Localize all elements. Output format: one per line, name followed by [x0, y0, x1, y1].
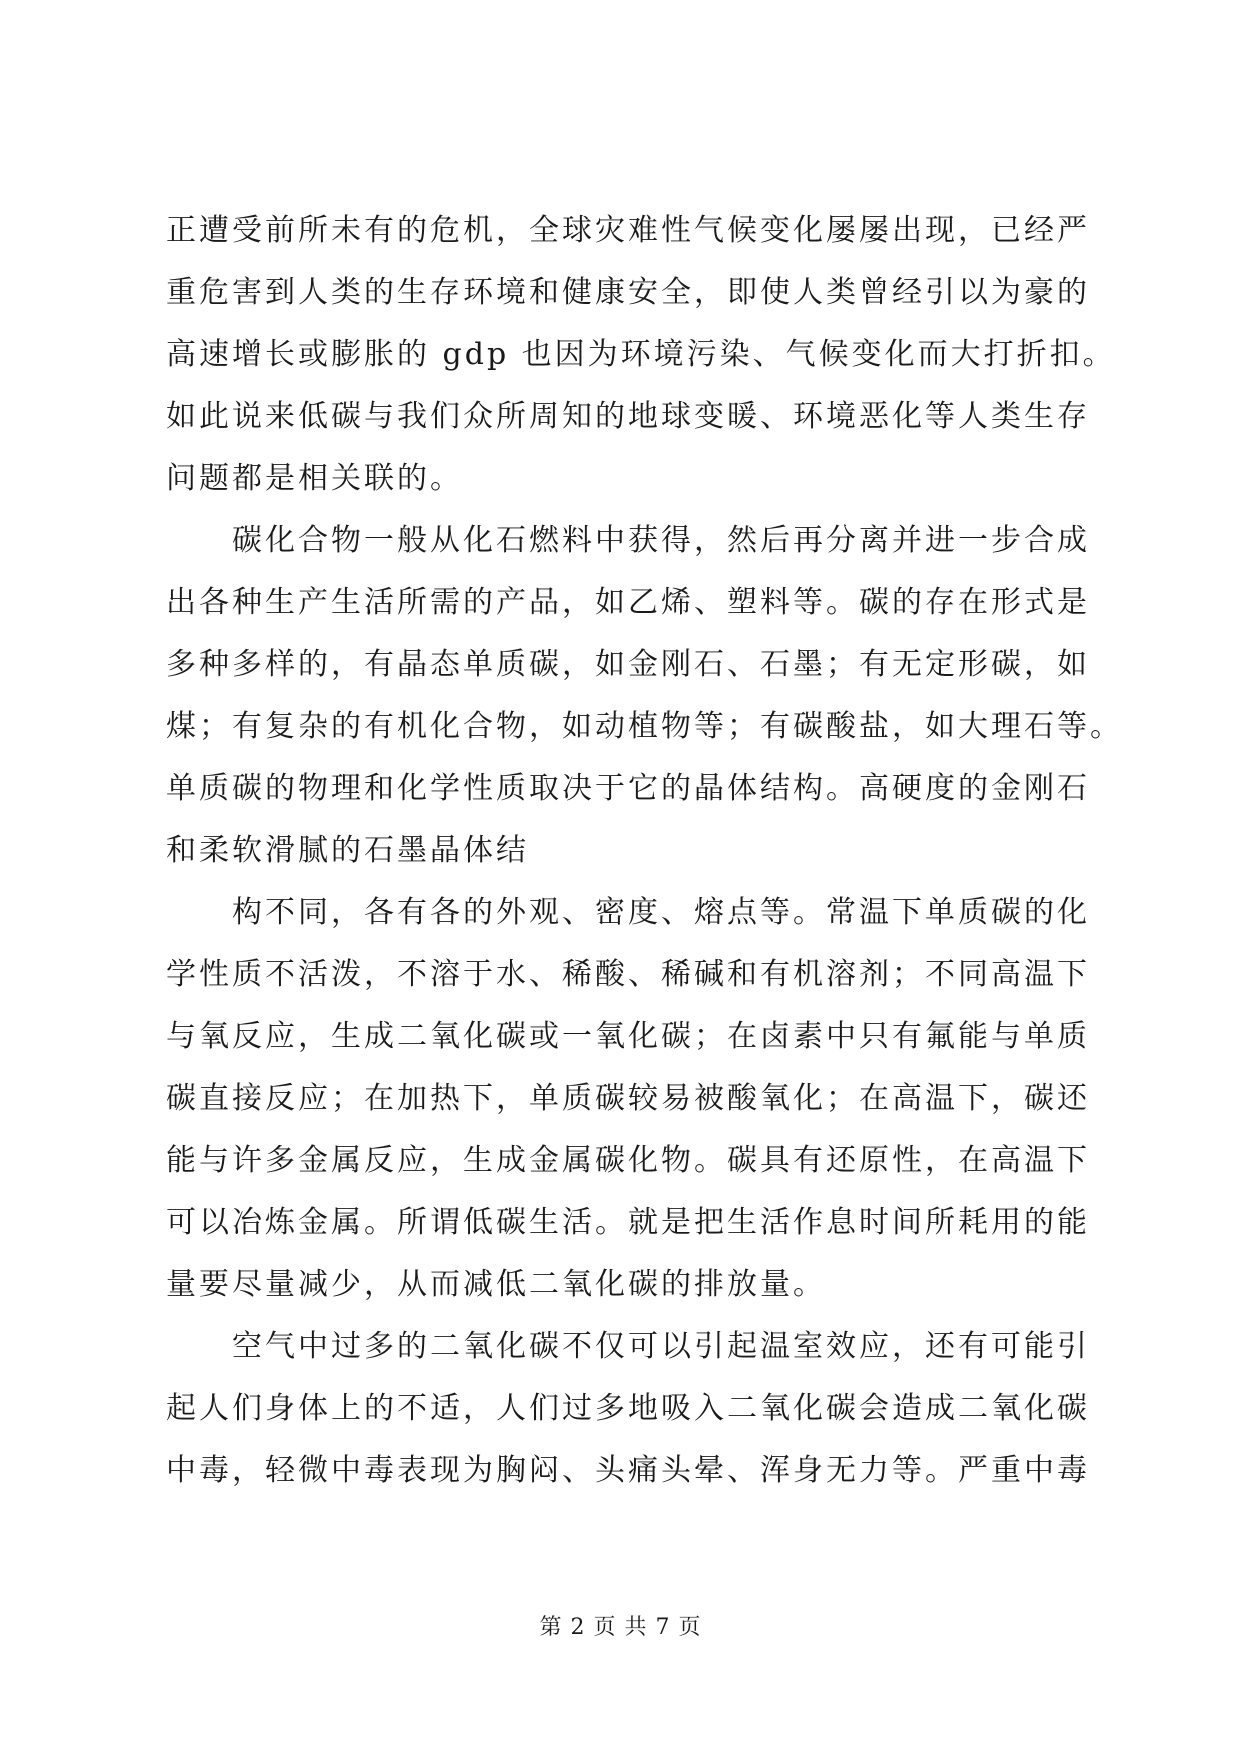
- text-line: 煤；有复杂的有机化合物，如动植物等；有碳酸盐，如大理石等。: [166, 709, 1123, 744]
- paragraph-first-line: 空气中过多的二氧化碳不仅可以引起温室效应，还有可能引: [232, 1329, 1090, 1364]
- text-line: 可以冶炼金属。所谓低碳生活。就是把生活作息时间所耗用的能: [166, 1205, 1090, 1240]
- text-line: 出各种生产生活所需的产品，如乙烯、塑料等。碳的存在形式是: [166, 585, 1090, 620]
- paragraph-first-line: 碳化合物一般从化石燃料中获得，然后再分离并进一步合成: [232, 523, 1090, 558]
- text-line: 起人们身体上的不适，人们过多地吸入二氧化碳会造成二氧化碳: [166, 1391, 1090, 1426]
- text-line: 中毒，轻微中毒表现为胸闷、头痛头晕、浑身无力等。严重中毒: [166, 1453, 1090, 1488]
- text-line: 问题都是相关联的。: [166, 461, 463, 496]
- text-line: 如此说来低碳与我们众所周知的地球变暖、环境恶化等人类生存: [166, 399, 1090, 434]
- text-line: 正遭受前所未有的危机，全球灾难性气候变化屡屡出现，已经严: [166, 213, 1090, 248]
- text-line: 单质碳的物理和化学性质取决于它的晶体结构。高硬度的金刚石: [166, 771, 1090, 806]
- paragraph-first-line: 构不同，各有各的外观、密度、熔点等。常温下单质碳的化: [232, 895, 1090, 930]
- text-line: 学性质不活泼，不溶于水、稀酸、稀碱和有机溶剂；不同高温下: [166, 957, 1090, 992]
- text-line: 多种多样的，有晶态单质碳，如金刚石、石墨；有无定形碳，如: [166, 647, 1090, 682]
- text-line: 量要尽量减少，从而减低二氧化碳的排放量。: [166, 1267, 826, 1302]
- document-body: [166, 200, 1123, 1502]
- text-line: 高速增长或膨胀的 gdp 也因为环境污染、气候变化而大打折扣。: [166, 337, 1116, 372]
- text-line: 能与许多金属反应，生成金属碳化物。碳具有还原性，在高温下: [166, 1143, 1090, 1178]
- page-number-footer: 第 2 页 共 7 页: [539, 1615, 702, 1640]
- text-line: 碳直接反应；在加热下，单质碳较易被酸氧化；在高温下，碳还: [166, 1081, 1090, 1116]
- text-line: 重危害到人类的生存环境和健康安全，即使人类曾经引以为豪的: [166, 275, 1090, 310]
- text-line: 与氧反应，生成二氧化碳或一氧化碳；在卤素中只有氟能与单质: [166, 1019, 1090, 1054]
- text-line: 和柔软滑腻的石墨晶体结: [166, 833, 529, 868]
